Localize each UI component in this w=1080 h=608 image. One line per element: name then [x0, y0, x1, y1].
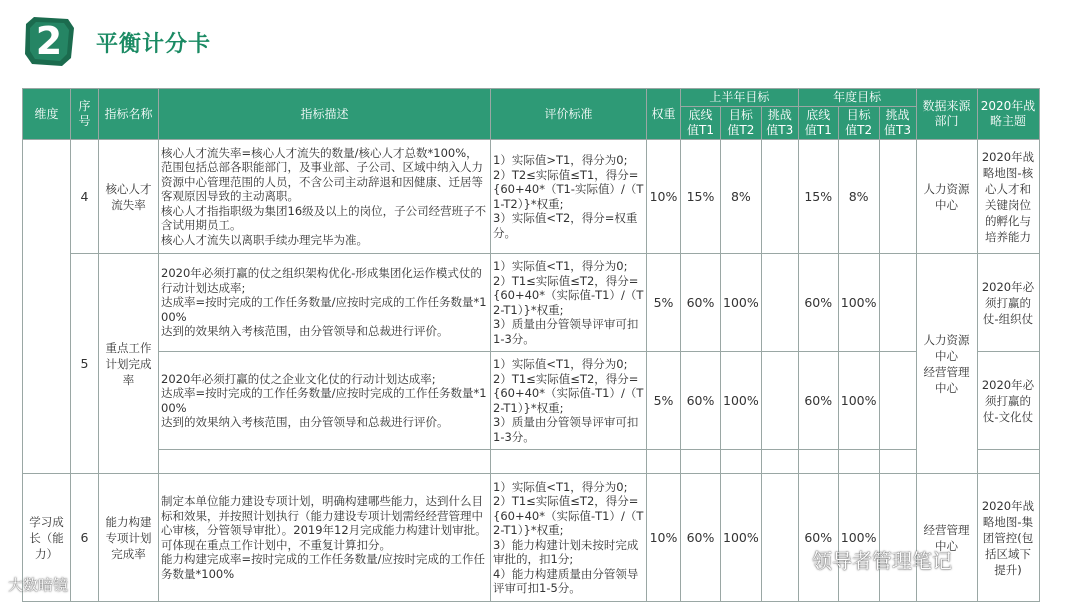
header-weight: 权重: [647, 89, 681, 140]
h1-t1-cell: 60%: [681, 352, 721, 450]
h1-t1-cell: 60%: [681, 254, 721, 352]
empty-cell: [721, 450, 762, 474]
header-name: 指标名称: [99, 89, 159, 140]
strategic-theme-cell: 2020年战略地图-集团管控(包括区域下提升): [977, 474, 1039, 602]
empty-cell: [879, 450, 916, 474]
h1-t2-cell: 100%: [721, 474, 762, 602]
h1-t2-cell: 100%: [721, 352, 762, 450]
data-source-cell: 人力资源中心: [916, 140, 977, 254]
indicator-description: 制定本单位能力建设专项计划，明确构建哪些能力，达到什么目标和效果，并按照计划执行（能力建设专项计划需经经营管理中心审核，分管领导审批）。2019年12月完成能力构建计划审批。可体现在重点工作计划中，不重复计算扣分。 能力构建完成率=按时完成的工作任务数量/应按时完成的工作任务数量*100%: [159, 474, 491, 602]
h1-t3-cell: [761, 254, 798, 352]
empty-cell: [491, 450, 647, 474]
watermark-right: 领导者管理笔记: [812, 549, 952, 573]
table-row: [23, 254, 1040, 352]
year-t2-cell: 100%: [838, 474, 879, 602]
indicator-name: 核心人才流失率: [99, 140, 159, 254]
year-t1-cell: 60%: [798, 352, 838, 450]
header-year-target: 年度目标: [798, 89, 916, 107]
weight-cell: 10%: [647, 140, 681, 254]
h1-t2-cell: 100%: [721, 254, 762, 352]
table-row: [23, 140, 1040, 254]
evaluation-criteria: 1）实际值<T1，得分为0; 2）T1≤实际值≤T2，得分={60+40*（实际值-T1）/（T2-T1）}*权重; 3）质量由分管领导评审可扣1-3分。: [491, 254, 647, 352]
page-title: 平衡计分卡: [96, 32, 212, 57]
header-year-t2: 目标值T2: [838, 107, 879, 140]
indicator-name: 重点工作计划完成率: [99, 254, 159, 474]
weight-cell: 10%: [647, 474, 681, 602]
year-t3-cell: [879, 140, 916, 254]
header-data-source: 数据来源部门: [916, 89, 977, 140]
header-year-t1: 底线值T1: [798, 107, 838, 140]
data-source-cell: 人力资源中心 经营管理中心: [916, 254, 977, 474]
empty-cell: [977, 450, 1039, 474]
header-description: 指标描述: [159, 89, 491, 140]
watermark-left: 大数暗镜: [8, 576, 69, 594]
header-strategic-theme: 2020年战略主题: [977, 89, 1039, 140]
year-t3-cell: [879, 352, 916, 450]
empty-cell: [798, 450, 838, 474]
year-t3-cell: [879, 254, 916, 352]
header-seq: 序号: [71, 89, 99, 140]
indicator-description: 核心人才流失率=核心人才流失的数量/核心人才总数*100%，范围包括总部各职能部门，及事业部、子公司、区域中纳入人力资源中心管理范围的人员，不含公司主动辞退和因健康、迁居等客观原因导致的主动离职。 核心人才指指职级为集团16级及以上的岗位，子公司经营班子不含试用期员工。 核心人才流失以离职手续办理完毕为准。: [159, 140, 491, 254]
header-h1-target: 上半年目标: [681, 89, 799, 107]
empty-cell: [838, 450, 879, 474]
indicator-description: 2020年必须打赢的仗之组织架构优化-形成集团化运作模式仗的行动计划达成率; 达成率=按时完成的工作任务数量/应按时完成的工作任务数量*100% 达到的效果纳入考核范围，由分管领导和总裁进行评价。: [159, 254, 491, 352]
year-t1-cell: 60%: [798, 254, 838, 352]
year-t3-cell: [879, 474, 916, 602]
header-year-t3: 挑战值T3: [879, 107, 916, 140]
data-source-cell: 经营管理中心: [916, 474, 977, 602]
evaluation-criteria: 1）实际值<T1，得分为0; 2）T1≤实际值≤T2，得分={60+40*（实际值-T1）/（T2-T1）}*权重; 3）能力构建计划未按时完成审批的，扣1分; 4）能力构建质量由分管领导评审可扣1-5分。: [491, 474, 647, 602]
balanced-scorecard-table: [22, 88, 1040, 602]
seq-cell: 5: [71, 254, 99, 474]
header-dimension: 维度: [23, 89, 71, 140]
empty-cell: [761, 450, 798, 474]
indicator-description: 2020年必须打赢的仗之企业文化仗的行动计划达成率; 达成率=按时完成的工作任务数量/应按时完成的工作任务数量*100% 达到的效果纳入考核范围，由分管领导和总裁进行评价。: [159, 352, 491, 450]
header-criteria: 评价标准: [491, 89, 647, 140]
h1-t3-cell: [761, 140, 798, 254]
empty-cell: [681, 450, 721, 474]
strategic-theme-cell: 2020年必须打赢的仗-组织仗: [977, 254, 1039, 352]
year-t1-cell: 60%: [798, 474, 838, 602]
h1-t1-cell: 60%: [681, 474, 721, 602]
year-t2-cell: 100%: [838, 352, 879, 450]
weight-cell: 5%: [647, 254, 681, 352]
dimension-cell: 学习成长（能力）: [23, 474, 71, 602]
header-h1-t3: 挑战值T3: [761, 107, 798, 140]
section-number: 2: [35, 19, 63, 63]
weight-cell: 5%: [647, 352, 681, 450]
year-t2-cell: 8%: [838, 140, 879, 254]
table-row: [23, 474, 1040, 602]
header-h1-t2: 目标值T2: [721, 107, 762, 140]
evaluation-criteria: 1）实际值<T1，得分为0; 2）T1≤实际值≤T2，得分={60+40*（实际值-T1）/（T2-T1）}*权重; 3）质量由分管领导评审可扣1-3分。: [491, 352, 647, 450]
table-row-spacer: [23, 450, 1040, 474]
h1-t2-cell: 8%: [721, 140, 762, 254]
strategic-theme-cell: 2020年战略地图-核心人才和关键岗位的孵化与培养能力: [977, 140, 1039, 254]
dimension-cell-upper: [23, 140, 71, 474]
strategic-theme-cell: 2020年必须打赢的仗-文化仗: [977, 352, 1039, 450]
empty-cell: [159, 450, 491, 474]
seq-cell: 6: [71, 474, 99, 602]
year-t1-cell: 15%: [798, 140, 838, 254]
indicator-name: 能力构建专项计划完成率: [99, 474, 159, 602]
section-header: [22, 14, 622, 70]
h1-t3-cell: [761, 474, 798, 602]
evaluation-criteria: 1）实际值>T1，得分为0; 2）T2≤实际值≤T1，得分={60+40*（T1-实际值）/（T1-T2）}*权重; 3）实际值<T2，得分=权重分。: [491, 140, 647, 254]
header-h1-t1: 底线值T1: [681, 107, 721, 140]
empty-cell: [647, 450, 681, 474]
seq-cell: 4: [71, 140, 99, 254]
h1-t3-cell: [761, 352, 798, 450]
h1-t1-cell: 15%: [681, 140, 721, 254]
year-t2-cell: 100%: [838, 254, 879, 352]
table-row: [23, 352, 1040, 450]
